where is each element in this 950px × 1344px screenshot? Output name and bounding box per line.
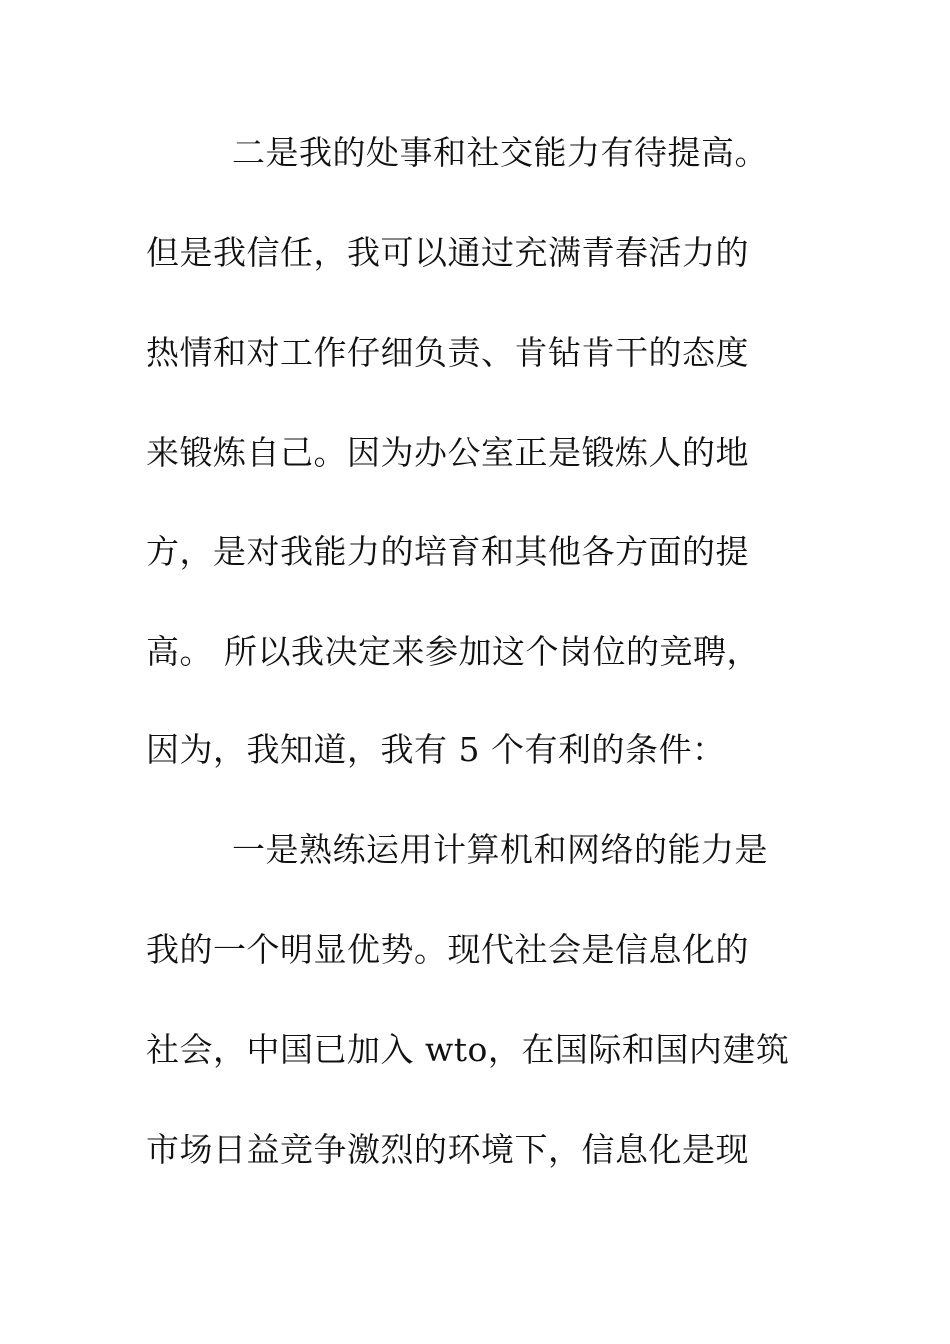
paragraph-line: 但是我信任，我可以通过充满青春活力的 <box>146 233 749 272</box>
paragraph-line: 来锻炼自己。因为办公室正是锻炼人的地 <box>146 433 749 472</box>
paragraph-line: 二是我的处事和社交能力有待提高。 <box>232 133 768 172</box>
paragraph-line: 一是熟练运用计算机和网络的能力是 <box>232 830 768 869</box>
paragraph-line: 方，是对我能力的培育和其他各方面的提 <box>146 532 749 571</box>
paragraph-line: 社会，中国已加入 wto，在国际和国内建筑 <box>146 1030 790 1069</box>
paragraph-line: 热情和对工作仔细负责、肯钻肯干的态度 <box>146 333 749 372</box>
paragraph-line: 因为，我知道，我有 5 个有利的条件： <box>146 730 726 769</box>
paragraph-line: 市场日益竞争激烈的环境下，信息化是现 <box>146 1130 749 1169</box>
paragraph-line: 我的一个明显优势。现代社会是信息化的 <box>146 930 749 969</box>
paragraph-line: 高。 所以我决定来参加这个岗位的竞聘， <box>146 632 760 671</box>
